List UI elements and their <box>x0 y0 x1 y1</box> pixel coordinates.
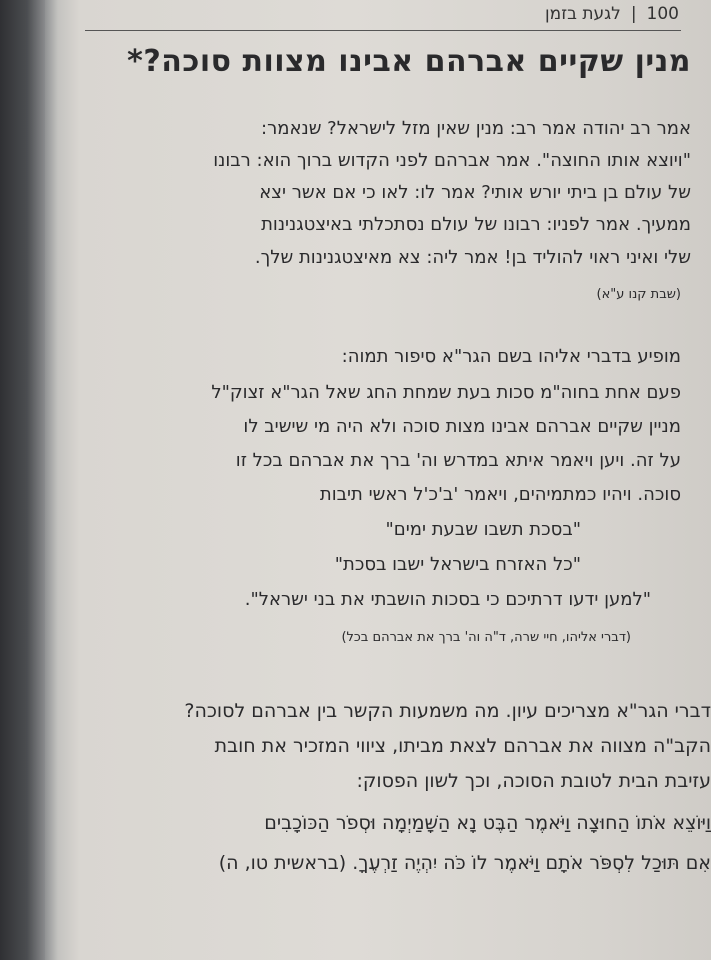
para2-line: על זה. ויען ויאמר איתא במדרש וה' ברך את אברהם בכל זו <box>235 450 681 471</box>
source-citation: (דברי אליהו, חיי שרה, ד"ה וה' ברך את אברהם בכל) <box>341 630 631 645</box>
para1-line: ממעיך. אמר לפניו: רבונו של עולם נסתכלתי באיצטגנינות <box>261 214 691 235</box>
book-page <box>45 0 711 960</box>
source-citation: (שבת קנו ע"א) <box>596 287 681 302</box>
para2-quote: "למען ידעו דרתיכם כי בסכות הושבתי את בני ישראל". <box>244 589 651 610</box>
chapter-title: מנין שקיים אברהם אבינו מצוות סוכה?* <box>127 44 691 79</box>
verse-line: אִם תּוּכַל לִסְפֹּר אֹתָם וַיֹּאמֶר לוֹ כֹּה יִהְיֶה זַרְעֶךָ. (בראשית טו, ה) <box>218 852 711 874</box>
verse-line: וַיּוֹצֵא אֹתוֹ הַחוּצָה וַיֹּאמֶר הַבֶּט נָא הַשָּׁמַיְמָה וּסְפֹר הַכּוֹכָבִים <box>264 812 711 834</box>
para3-line: עזיבת הבית לטובת הסוכה, וכך לשון הפסוק: <box>356 770 711 792</box>
para3-line: הקב"ה מצווה את אברהם לצאת מביתו, ציווי המזכיר את חובת <box>214 735 711 757</box>
para3-line: דברי הגר"א מצריכים עיון. מה משמעות הקשר בין אברהם לסוכה? <box>184 700 711 722</box>
page-gutter-shadow <box>0 0 45 960</box>
running-header <box>545 4 679 24</box>
para2-line: פעם אחת בחוה"מ סכות בעת שמחת החג שאל הגר"א זצוק"ל <box>211 382 681 403</box>
para2-intro: מופיע בדברי אליהו בשם הגר"א סיפור תמוה: <box>341 346 681 367</box>
para2-quote: "כל האזרח בישראל ישבו בסכת" <box>334 554 581 575</box>
para2-line: מניין שקיים אברהם אבינו מצות סוכה ולא היה מי שישיב לו <box>243 416 681 437</box>
header-rule <box>85 30 681 31</box>
para2-line: סוכה. ויהיו כמתמיהים, ויאמר 'ב'כ'ל ראשי תיבות <box>319 484 681 505</box>
para1-line: של עולם בן ביתי יורש אותי? אמר לו: לאו כי אם אשר יצא <box>259 182 691 203</box>
para1-line: שלי ואיני ראוי להוליד בן! אמר ליה: צא מאיצטגנינות שלך. <box>254 247 691 268</box>
page-number: 100 <box>646 4 679 24</box>
para2-quote: "בסכת תשבו שבעת ימים" <box>385 519 581 540</box>
header-separator: | <box>630 4 637 24</box>
para1-line: אמר רב יהודה אמר רב: מנין שאין מזל לישראל? שנאמר: <box>261 118 691 139</box>
para1-line: "ויוצא אותו החוצה". אמר אברהם לפני הקדוש ברוך הוא: רבונו <box>213 150 691 171</box>
running-title: לגעת בזמן <box>545 4 621 24</box>
